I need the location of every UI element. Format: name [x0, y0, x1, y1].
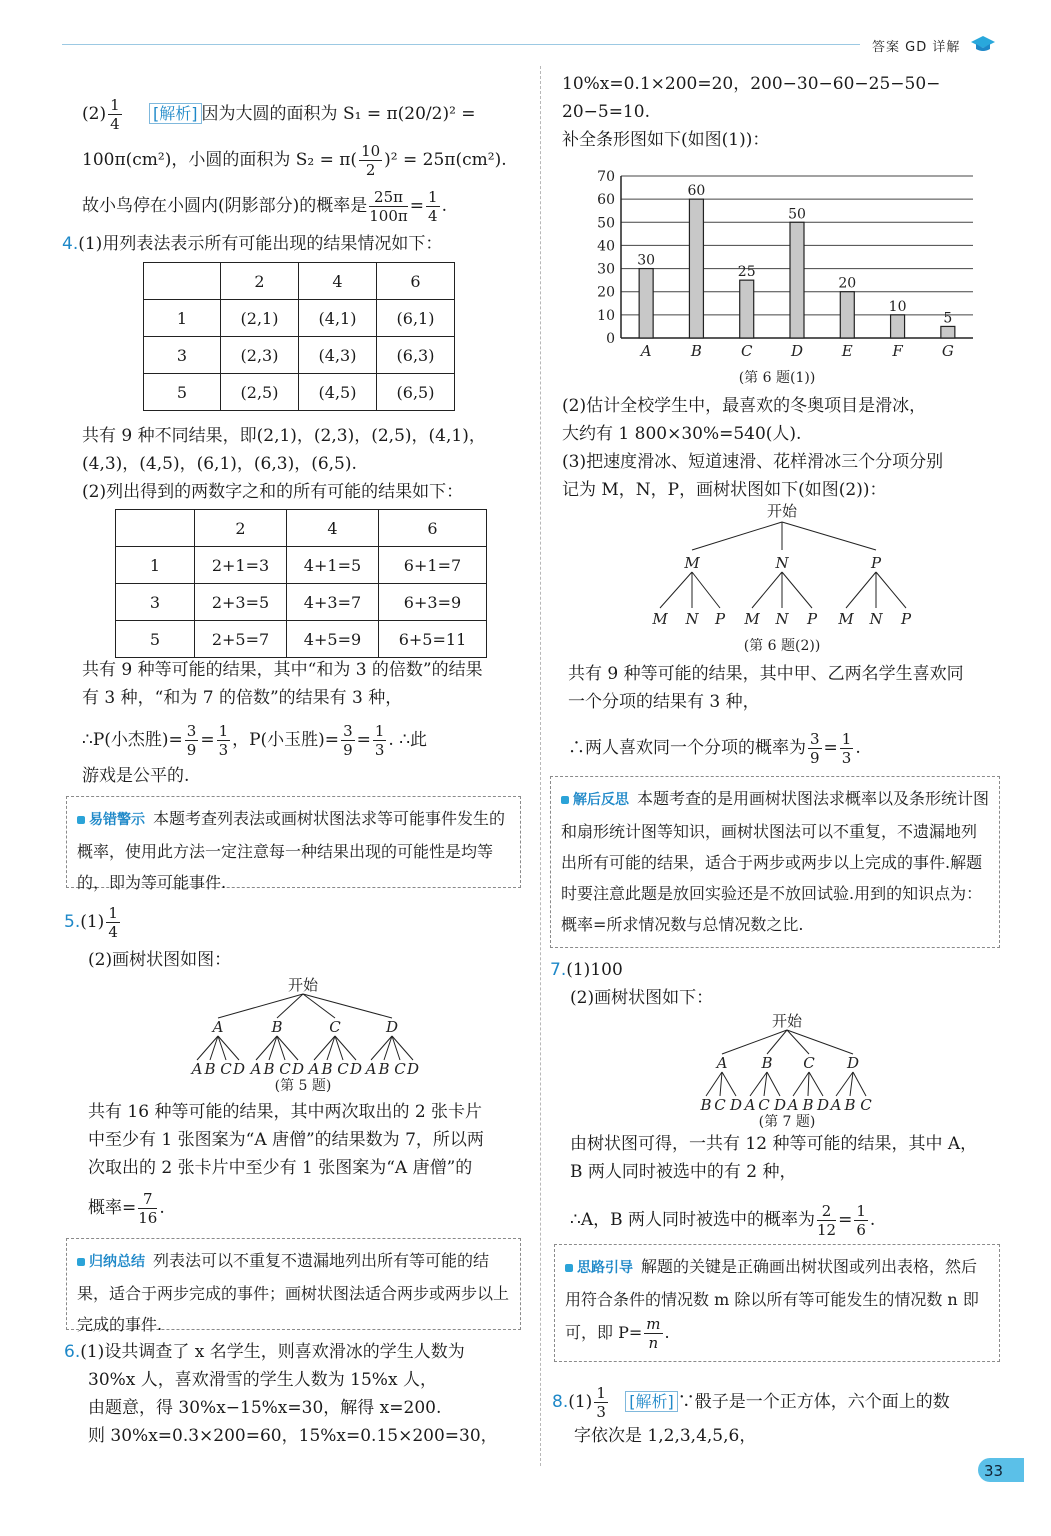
chart-caption: (第 6 题(1)): [738, 370, 816, 386]
q4-conclusion: 游戏是公平的.: [82, 766, 190, 786]
y-tick-label: 50: [597, 215, 615, 232]
q3-line-3: 故小鸟停在小圆内(阴影部分)的概率是 $\frac{25\pi}{100\pi}$ = $\frac{1}{4}$ .: [82, 188, 447, 225]
q6-part-2b: 大约有 1 800×30%=540(人).: [562, 424, 802, 444]
q6-line-2: 30%x 人，喜欢滑雪的学生人数为 15%x 人，: [88, 1370, 437, 1390]
q4-probability: ∴P(小杰胜)= $\frac{3}{9}$ = $\frac{1}{3}$ ，P(小玉胜)= $\frac{3}{9}$ = $\frac{1}{3}$ . ∴此: [82, 722, 428, 759]
svg-text:A: A: [830, 1096, 842, 1114]
q4-summary-3: 共有 9 种等可能的结果，其中“和为 3 的倍数”的结果: [82, 660, 483, 680]
q3-line-2: 100π(cm²)，小圆的面积为 S₂ = π( $\frac{10}{2}$ )² = 25π(cm²).: [82, 142, 507, 179]
q7-part-1: 7.(1)100: [550, 960, 623, 980]
svg-text:A: A: [212, 1018, 224, 1036]
svg-text:B: B: [761, 1054, 773, 1072]
svg-text:D: D: [816, 1096, 830, 1114]
q5-part-2: (2)画树状图如图：: [88, 950, 232, 970]
q4-table-1: 2 4 6 1 (2,1) (4,1) (6,1) 3 (2,3) (4,3) (6,3) 5 (2,5) (4,5) (6,5): [143, 262, 455, 411]
svg-text:P: P: [900, 610, 912, 628]
data-label: 50: [788, 206, 806, 223]
q6-summary-1: 共有 9 种等可能的结果，其中甲、乙两名学生喜欢同: [568, 664, 964, 684]
tree-caption: (第 7 题): [758, 1114, 816, 1130]
tree-caption: (第 6 题(2)): [743, 638, 821, 654]
q6-right-3: 补全条形图如下(如图(1))：: [562, 130, 770, 150]
q7-summary-2: B 两人同时被选中的有 2 种，: [570, 1162, 797, 1182]
q8-line-2: 字依次是 1,2,3,4,5,6，: [574, 1426, 757, 1446]
bar: [941, 326, 955, 338]
note-tag: 思路引导: [565, 1253, 633, 1284]
bar: [740, 280, 754, 338]
q6-summary-2: 一个分项的结果有 3 种，: [568, 692, 760, 712]
svg-text:A: A: [365, 1060, 377, 1078]
svg-text:M: M: [684, 554, 700, 572]
q6-summary-3: ∴两人喜欢同一个分项的概率为 $\frac{3}{9}$ = $\frac{1}{3}$ .: [568, 730, 861, 767]
svg-text:P: P: [870, 554, 882, 572]
svg-text:A: A: [787, 1096, 799, 1114]
svg-text:M: M: [838, 610, 854, 628]
table-row: 3 2+3=5 4+3=7 6+3=9: [116, 584, 487, 621]
q6-tree-diagram: [630, 500, 930, 662]
svg-text:A: A: [191, 1060, 203, 1078]
q4-intro: 4.(1)用列表法表示所有可能出现的结果情况如下：: [62, 234, 443, 254]
svg-text:N: N: [685, 610, 699, 628]
q4-number: 4.: [62, 234, 79, 254]
svg-text:B: B: [204, 1060, 216, 1078]
q6-right-2: 20−5=10.: [562, 102, 650, 122]
tree-root: 开始: [287, 976, 319, 994]
q5-number: 5.: [64, 912, 81, 932]
q6-line-1: 6.(1)设共调查了 x 名学生，则喜欢滑冰的学生人数为: [64, 1342, 465, 1362]
y-tick-label: 20: [597, 284, 615, 301]
svg-text:N: N: [869, 610, 883, 628]
q7-summary-3: ∴A，B 两人同时被选中的概率为 $\frac{2}{12}$ = $\frac{1}{6}$ .: [570, 1202, 876, 1239]
q7-part-2: (2)画树状图如下：: [570, 988, 714, 1008]
svg-text:C: C: [714, 1096, 726, 1114]
q4-table-2: 2 4 6 1 2+1=3 4+1=5 6+1=7 3 2+3=5 4+3=7 6+3=9 5 2+5=7 4+5=9 6+5=11: [115, 509, 487, 658]
y-tick-label: 60: [597, 192, 615, 209]
analysis-tag: [解析]: [625, 1391, 678, 1412]
header-rule: [62, 44, 860, 45]
svg-text:D: D: [349, 1060, 363, 1078]
data-label: 10: [888, 298, 907, 315]
column-divider: [540, 66, 541, 1466]
bar: [639, 269, 653, 338]
tree-root: 开始: [766, 502, 798, 520]
svg-text:N: N: [775, 554, 789, 572]
q7-tree-diagram: [690, 1008, 890, 1132]
tree-caption: (第 5 题): [274, 1078, 332, 1094]
svg-text:C: C: [329, 1018, 341, 1036]
svg-text:C: C: [279, 1060, 291, 1078]
q5-line-3: 次取出的 2 张卡片中至少有 1 张图案为“A 唐僧”的: [88, 1158, 473, 1178]
q5-line-1: 共有 16 种等可能的结果，其中两次取出的 2 张卡片: [88, 1102, 483, 1122]
note-tag: 易错警示: [77, 805, 145, 836]
q6-right-1: 10%x=0.1×200=20，200−30−60−25−50−: [562, 74, 941, 94]
svg-text:B: B: [700, 1096, 712, 1114]
q4-summary-2: (4,3)，(4,5)，(6,1)，(6,3)，(6,5).: [82, 454, 357, 474]
note-summary: 归纳总结 列表法可以不重复不遗漏地列出所有等可能的结果，适合于两步完成的事件；画树状图法适合两步或两步以上完成的事件.: [66, 1238, 521, 1330]
bar: [689, 199, 703, 338]
svg-text:C: C: [394, 1060, 406, 1078]
x-tick-label: B: [690, 342, 702, 360]
q6-line-4: 则 30%x=0.3×200=60，15%x=0.15×200=30，: [88, 1426, 498, 1446]
svg-text:D: D: [291, 1060, 305, 1078]
x-tick-label: C: [740, 342, 753, 360]
svg-text:M: M: [744, 610, 760, 628]
svg-text:A: A: [308, 1060, 320, 1078]
q3-answer-fraction: $\frac{1}{4}$: [110, 96, 120, 133]
x-tick-label: F: [892, 342, 903, 360]
q5-part-1: 5.(1) $\frac{1}{4}$: [64, 904, 118, 941]
note-thinking-guide: 思路引导 解题的关键是正确画出树状图或列出表格，然后用符合条件的情况数 m 除以所有等可能发生的情况数 n 即可，即 P= $\frac{m}{n}$ .: [554, 1244, 1000, 1362]
svg-text:P: P: [806, 610, 818, 628]
svg-text:D: D: [729, 1096, 743, 1114]
table-row: 3 (2,3) (4,3) (6,3): [144, 337, 455, 374]
svg-text:B: B: [263, 1060, 275, 1078]
note-error-warning: 易错警示 本题考查列表法或画树状图法求等可能事件发生的概率，使用此方法一定注意每一种结果出现的可能性是均等的，即为等可能事件.: [66, 796, 521, 888]
svg-text:A: A: [744, 1096, 756, 1114]
svg-text:B: B: [378, 1060, 390, 1078]
svg-text:B: B: [271, 1018, 283, 1036]
q5-tree-diagram: [185, 972, 435, 1096]
q6-line-3: 由题意，得 30%x−15%x=30，解得 x=200.: [88, 1398, 442, 1418]
x-tick-label: G: [941, 342, 954, 360]
svg-text:D: D: [232, 1060, 246, 1078]
svg-text:B: B: [321, 1060, 333, 1078]
svg-text:A: A: [716, 1054, 728, 1072]
data-label: 5: [943, 310, 953, 327]
x-tick-label: E: [841, 342, 853, 360]
q7-summary-1: 由树状图可得，一共有 12 种等可能的结果，其中 A，: [570, 1134, 978, 1154]
table-row: 1 (2,1) (4,1) (6,1): [144, 300, 455, 337]
svg-text:D: D: [406, 1060, 420, 1078]
svg-text:D: D: [385, 1018, 399, 1036]
table-row: 5 (2,5) (4,5) (6,5): [144, 374, 455, 411]
table-row: 5 2+5=7 4+5=9 6+5=11: [116, 621, 487, 658]
svg-text:P: P: [714, 610, 726, 628]
svg-text:C: C: [860, 1096, 872, 1114]
y-tick-label: 70: [597, 169, 615, 185]
bar: [891, 315, 905, 338]
q8-number: 8.: [552, 1392, 569, 1412]
q5-line-2: 中至少有 1 张图案为“A 唐僧”的结果数为 7，所以两: [88, 1130, 484, 1150]
data-label: 25: [737, 264, 756, 281]
y-tick-label: 30: [597, 261, 615, 278]
q6-number: 6.: [64, 1342, 81, 1362]
q5-line-4: 概率= $\frac{7}{16}$ .: [88, 1190, 165, 1227]
x-tick-label: A: [640, 342, 652, 360]
data-label: 60: [687, 183, 706, 200]
y-tick-label: 10: [597, 307, 615, 324]
q7-number: 7.: [550, 960, 567, 980]
svg-text:D: D: [773, 1096, 787, 1114]
svg-text:D: D: [846, 1054, 860, 1072]
q6-bar-chart: [585, 162, 985, 388]
svg-text:N: N: [775, 610, 789, 628]
note-reflection: 解后反思 本题考查的是用画树状图法求概率以及条形统计图和扇形统计图等知识，画树状图法可以不重复，不遗漏地列出所有可能的结果，适合于两步或两步以上完成的事件.解题时要注意此题是放回实验还是不放回试验.用到的知识点为：概率=所求情况数与总情况数之比.: [550, 776, 1000, 948]
q6-part-3b: 记为 M，N，P，画树状图如下(如图(2))：: [562, 480, 887, 500]
y-tick-label: 40: [597, 238, 615, 255]
y-tick-label: 0: [606, 331, 615, 347]
q6-part-2a: (2)估计全校学生中，最喜欢的冬奥项目是滑冰，: [562, 396, 927, 416]
q4-summary-4: 有 3 种，“和为 7 的倍数”的结果有 3 种，: [82, 688, 403, 708]
q3-line-1: (2) $\frac{1}{4}$ [解析] 因为大圆的面积为 S₁ = π(20/2)² =: [82, 96, 476, 133]
mortarboard-icon: [970, 34, 996, 54]
svg-text:C: C: [758, 1096, 770, 1114]
note-tag: 归纳总结: [77, 1247, 145, 1278]
tree-root: 开始: [771, 1012, 803, 1030]
svg-text:M: M: [652, 610, 668, 628]
x-tick-label: D: [790, 342, 804, 360]
svg-text:A: A: [250, 1060, 262, 1078]
q8-part-1: 8.(1) $\frac{1}{3}$ [解析] ∵骰子是一个正方体，六个面上的数: [552, 1384, 950, 1421]
bar: [790, 222, 804, 338]
table-row: 1 2+1=3 4+1=5 6+1=7: [116, 547, 487, 584]
note-tag: 解后反思: [561, 785, 629, 816]
q4-summary-1: 共有 9 种不同结果，即(2,1)，(2,3)，(2,5)，(4,1)，: [82, 426, 486, 446]
bar: [840, 292, 854, 338]
data-label: 30: [637, 252, 656, 269]
header-label: 答案 GD 详解: [872, 40, 961, 55]
q6-part-3a: (3)把速度滑冰、短道速滑、花样滑冰三个分项分别: [562, 452, 944, 472]
data-label: 20: [838, 275, 857, 292]
svg-text:B: B: [844, 1096, 856, 1114]
analysis-tag: [解析]: [149, 103, 202, 124]
q4-intro-2: (2)列出得到的两数字之和的所有可能的结果如下：: [82, 482, 464, 502]
svg-text:C: C: [220, 1060, 232, 1078]
page-number: 33: [984, 1462, 1004, 1480]
svg-text:B: B: [802, 1096, 814, 1114]
svg-text:C: C: [337, 1060, 349, 1078]
svg-text:C: C: [803, 1054, 815, 1072]
